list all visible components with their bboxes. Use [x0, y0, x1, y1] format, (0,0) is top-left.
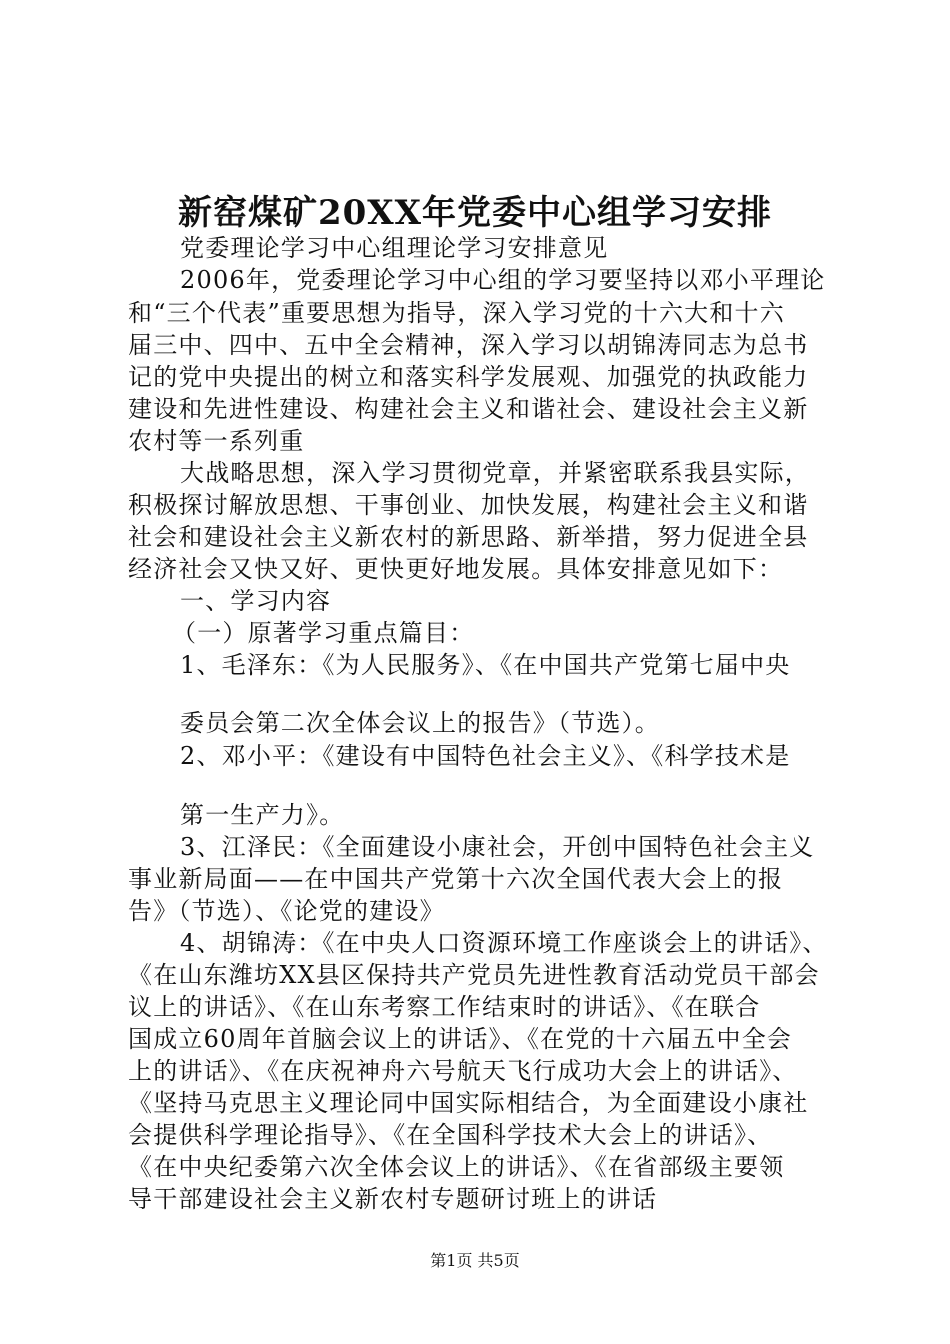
text-line: 《在中央纪委第六次全体会议上的讲话》、《在省部级主要领 — [128, 1153, 785, 1181]
text-line: 和“三个代表”重要思想为指导，深入学习党的十六大和十六 — [128, 299, 785, 327]
text-line: 议上的讲话》、《在山东考察工作结束时的讲话》、《在联合 — [128, 993, 761, 1021]
text-line: 3、江泽民：《全面建设小康社会，开创中国特色社会主义 — [180, 833, 815, 861]
page-number-footer: 第1页 共5页 — [430, 1251, 520, 1270]
section-heading: 一、学习内容 — [180, 587, 332, 615]
text-line: 国成立60周年首脑会议上的讲话》、《在党的十六届五中全会 — [128, 1025, 793, 1053]
text-line: 导干部建设社会主义新农村专题研讨班上的讲话 — [128, 1185, 658, 1213]
text-line: 委员会第二次全体会议上的报告》（节选）。 — [180, 709, 660, 737]
text-line: 农村等一系列重 — [128, 427, 305, 455]
text-line: 1、毛泽东：《为人民服务》、《在中国共产党第七届中央 — [180, 651, 791, 679]
document-title: 新窑煤矿20XX年党委中心组学习安排 — [177, 193, 773, 233]
text-line: 记的党中央提出的树立和落实科学发展观、加强党的执政能力 — [128, 363, 809, 391]
text-line: 事业新局面——在中国共产党第十六次全国代表大会上的报 — [128, 865, 784, 893]
text-line: 第一生产力》。 — [180, 801, 345, 829]
text-line: 《在山东潍坊XX县区保持共产党员先进性教育活动党员干部会 — [128, 961, 820, 989]
text-line: 建设和先进性建设、构建社会主义和谐社会、建设社会主义新 — [128, 395, 809, 423]
text-line: 届三中、四中、五中全会精神，深入学习以胡锦涛同志为总书 — [128, 331, 809, 359]
text-line: 社会和建设社会主义新农村的新思路、新举措，努力促进全县 — [128, 523, 809, 551]
text-line: 2006年，党委理论学习中心组的学习要坚持以邓小平理论 — [180, 266, 826, 294]
text-line: 告》（节选）、《论党的建设》 — [128, 897, 445, 925]
text-line: 上的讲话》、《在庆祝神舟六号航天飞行成功大会上的讲话》、 — [128, 1057, 798, 1085]
subsection-heading: （一）原著学习重点篇目： — [172, 619, 475, 647]
text-line: 会提供科学理论指导》、《在全国科学技术大会上的讲话》、 — [128, 1121, 773, 1149]
text-line: 2、邓小平：《建设有中国特色社会主义》、《科学技术是 — [180, 742, 791, 770]
text-line: 党委理论学习中心组理论学习安排意见 — [180, 234, 609, 262]
text-line: 经济社会又快又好、更快更好地发展。具体安排意见如下： — [128, 555, 784, 583]
text-line: 4、胡锦涛：《在中央人口资源环境工作座谈会上的讲话》、 — [180, 929, 828, 957]
text-line: 积极探讨解放思想、干事创业、加快发展，构建社会主义和谐 — [128, 491, 809, 519]
text-line: 大战略思想，深入学习贯彻党章，并紧密联系我县实际， — [180, 459, 810, 487]
text-line: 《坚持马克思主义理论同中国实际相结合，为全面建设小康社 — [128, 1089, 809, 1117]
